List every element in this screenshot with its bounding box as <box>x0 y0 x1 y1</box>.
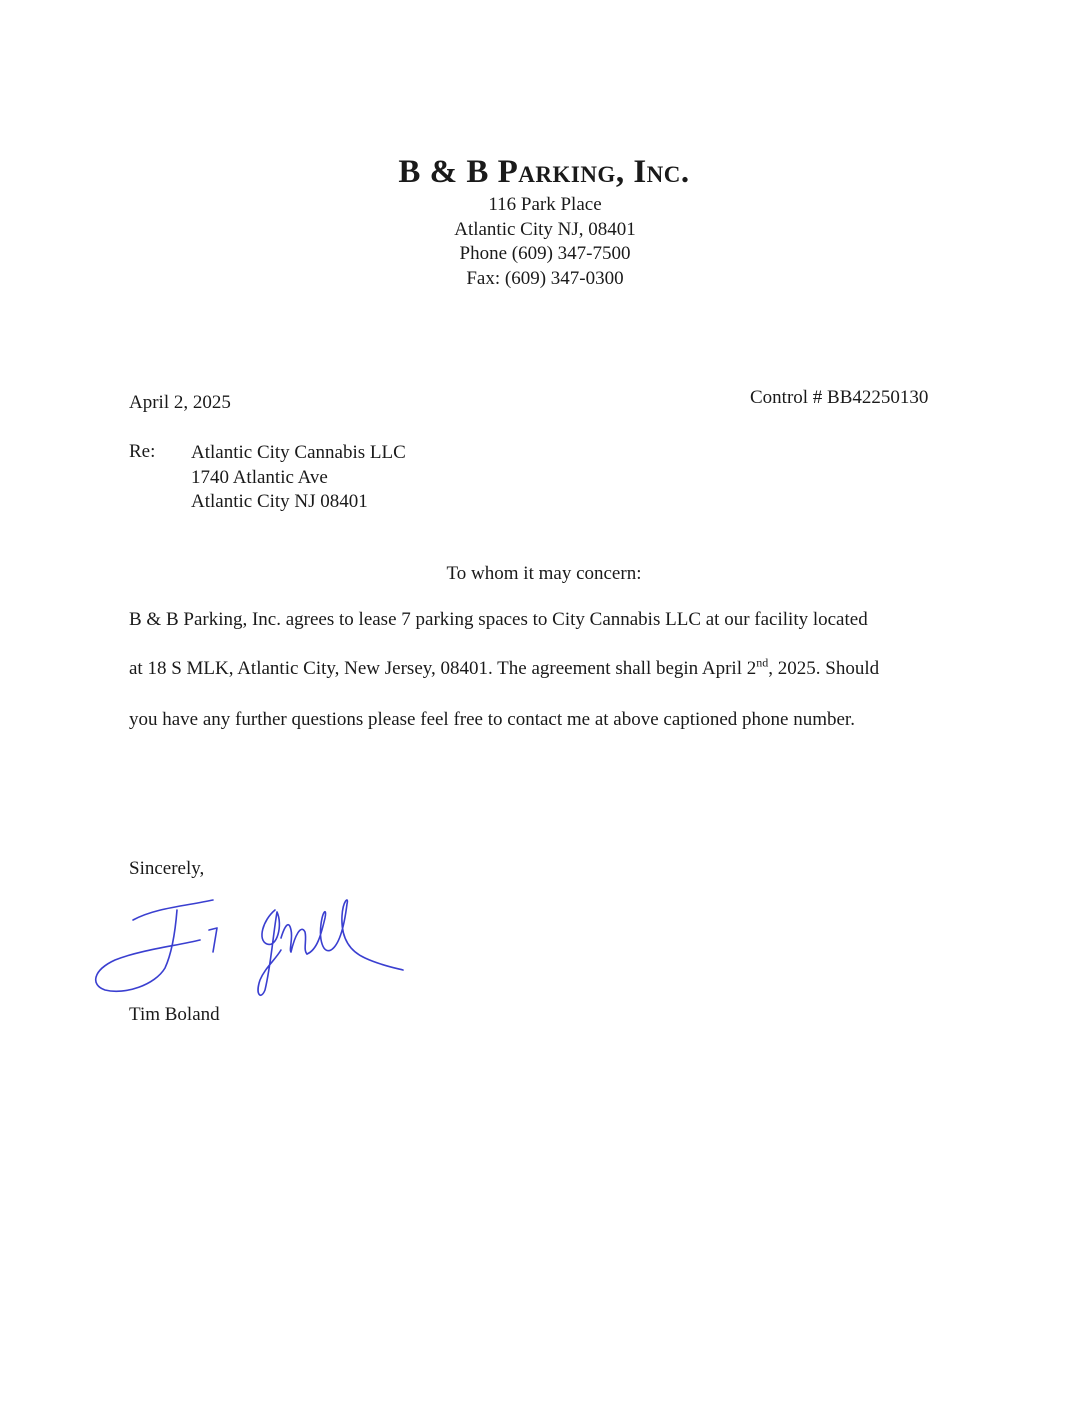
body-line-1: B & B Parking, Inc. agrees to lease 7 parking spaces to City Cannabis LLC at our facility located <box>129 609 868 630</box>
address-phone: Phone (609) 347-7500 <box>459 243 631 264</box>
recipient-city: Atlantic City NJ 08401 <box>191 491 368 512</box>
address-street: 116 Park Place <box>488 194 602 215</box>
control-number: Control # BB42250130 <box>750 387 929 408</box>
address-city: Atlantic City NJ, 08401 <box>454 218 636 240</box>
address-fax: Fax: (609) 347-0300 <box>466 267 624 289</box>
signer-name: Tim Boland <box>129 1004 220 1025</box>
re-label: Re: <box>129 441 156 462</box>
ordinal-suffix: nd <box>756 655 769 670</box>
handwritten-signature <box>85 880 465 1010</box>
letter-date: April 2, 2025 <box>129 392 231 413</box>
recipient-street: 1740 Atlantic Ave <box>191 466 328 488</box>
recipient-name: Atlantic City Cannabis LLC <box>191 442 406 463</box>
company-address <box>440 193 650 291</box>
body-line-2-end: , 2025. Should <box>768 658 880 679</box>
company-name: B & B Parking, Inc. <box>398 154 690 190</box>
body-line-2-start: at 18 S MLK, Atlantic City, New Jersey, 08401. The agreement shall begin April 2 <box>129 658 757 679</box>
body-line-3: you have any further questions please feel free to contact me at above captioned phone number. <box>129 709 855 730</box>
re-recipient <box>191 441 406 515</box>
closing: Sincerely, <box>129 858 205 879</box>
body-line-2 <box>129 655 880 680</box>
salutation: To whom it may concern: <box>446 563 642 584</box>
